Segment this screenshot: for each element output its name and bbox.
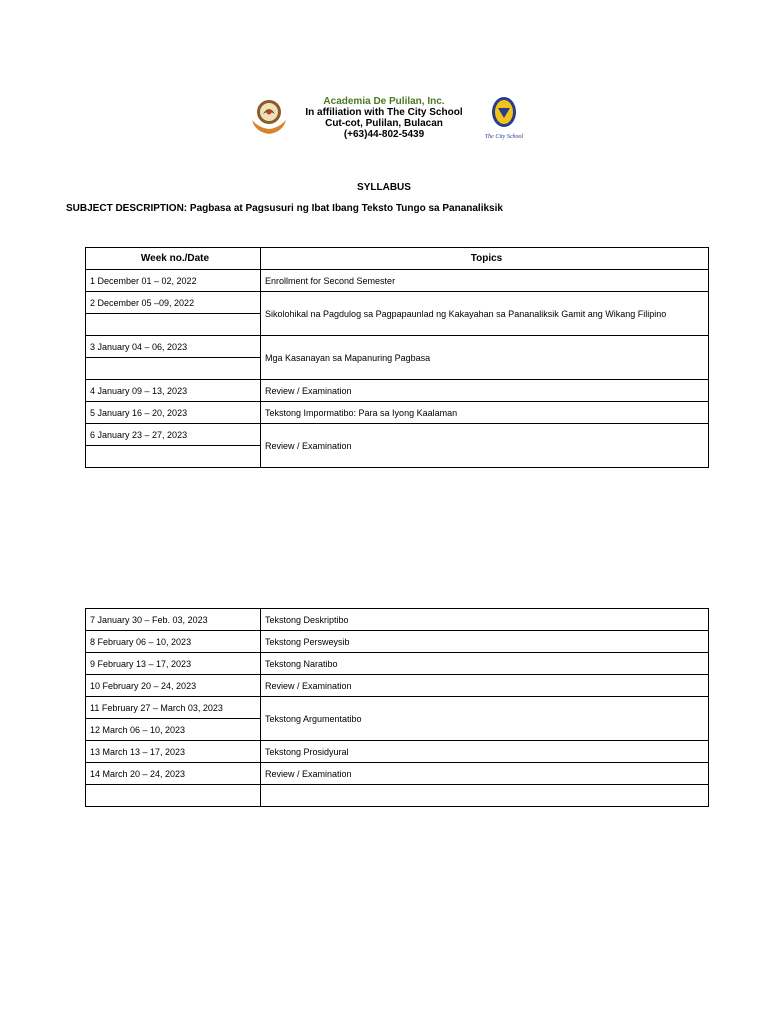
subject-description: SUBJECT DESCRIPTION: Pagbasa at Pagsusuri ng Ibat Ibang Teksto Tungo sa Pananaliksik <box>66 203 503 214</box>
page-title: SYLLABUS <box>357 182 411 193</box>
topic-cell: Review / Examination <box>261 424 709 468</box>
column-header-week: Week no./Date <box>86 248 261 270</box>
topic-cell: Mga Kasanayan sa Mapanuring Pagbasa <box>261 336 709 380</box>
week-date-cell: 9 February 13 – 17, 2023 <box>86 653 261 675</box>
week-date-cell: 12 March 06 – 10, 2023 <box>86 719 261 741</box>
table-row <box>86 402 709 424</box>
week-date-cell: 8 February 06 – 10, 2023 <box>86 631 261 653</box>
city-school-logo-text: The City School <box>484 134 524 140</box>
table-row <box>86 785 709 807</box>
week-date-cell: 11 February 27 – March 03, 2023 <box>86 697 261 719</box>
week-date-cell: 1 December 01 – 02, 2022 <box>86 270 261 292</box>
academia-logo-icon <box>249 96 289 136</box>
week-date-cell: 4 January 09 – 13, 2023 <box>86 380 261 402</box>
week-date-cell: 14 March 20 – 24, 2023 <box>86 763 261 785</box>
table-row <box>86 741 709 763</box>
week-date-cell <box>86 358 261 380</box>
school-info <box>292 96 476 140</box>
week-date-cell: 2 December 05 –09, 2022 <box>86 292 261 314</box>
table-row <box>86 697 709 719</box>
topic-cell: Enrollment for Second Semester <box>261 270 709 292</box>
week-date-cell: 5 January 16 – 20, 2023 <box>86 402 261 424</box>
topic-cell: Review / Examination <box>261 675 709 697</box>
letterhead <box>0 92 768 142</box>
topic-cell: Tekstong Naratibo <box>261 653 709 675</box>
school-name: Academia De Pulilan, Inc. <box>323 96 445 107</box>
table-header-row <box>86 248 709 270</box>
topic-cell <box>261 785 709 807</box>
topic-cell: Review / Examination <box>261 380 709 402</box>
table-row <box>86 270 709 292</box>
city-school-logo-icon <box>484 94 524 140</box>
week-date-cell: 13 March 13 – 17, 2023 <box>86 741 261 763</box>
table-row <box>86 763 709 785</box>
week-date-cell <box>86 314 261 336</box>
table-row <box>86 609 709 631</box>
week-date-cell <box>86 785 261 807</box>
school-phone: (+63)44-802-5439 <box>343 129 425 140</box>
table-row <box>86 380 709 402</box>
column-header-topics: Topics <box>261 248 709 270</box>
table-row <box>86 424 709 446</box>
week-date-cell: 7 January 30 – Feb. 03, 2023 <box>86 609 261 631</box>
topic-cell: Tekstong Argumentatibo <box>261 697 709 741</box>
school-affiliation: In affiliation with The City School <box>305 107 463 118</box>
week-date-cell <box>86 446 261 468</box>
topic-cell: Tekstong Persweysib <box>261 631 709 653</box>
topic-cell: Sikolohikal na Pagdulog sa Pagpapaunlad ng Kakayahan sa Pananaliksik Gamit ang Wikang Filipino <box>261 292 709 336</box>
topic-cell: Review / Examination <box>261 763 709 785</box>
topic-cell: Tekstong Prosidyural <box>261 741 709 763</box>
topic-cell: Tekstong Impormatibo: Para sa Iyong Kaalaman <box>261 402 709 424</box>
table-row <box>86 675 709 697</box>
syllabus-table-2 <box>85 608 709 807</box>
table-row <box>86 653 709 675</box>
syllabus-table-1 <box>85 247 709 468</box>
topic-cell: Tekstong Deskriptibo <box>261 609 709 631</box>
table-row <box>86 292 709 314</box>
week-date-cell: 6 January 23 – 27, 2023 <box>86 424 261 446</box>
table-row <box>86 631 709 653</box>
table-row <box>86 336 709 358</box>
week-date-cell: 3 January 04 – 06, 2023 <box>86 336 261 358</box>
school-address: Cut-cot, Pulilan, Bulacan <box>325 118 443 129</box>
week-date-cell: 10 February 20 – 24, 2023 <box>86 675 261 697</box>
